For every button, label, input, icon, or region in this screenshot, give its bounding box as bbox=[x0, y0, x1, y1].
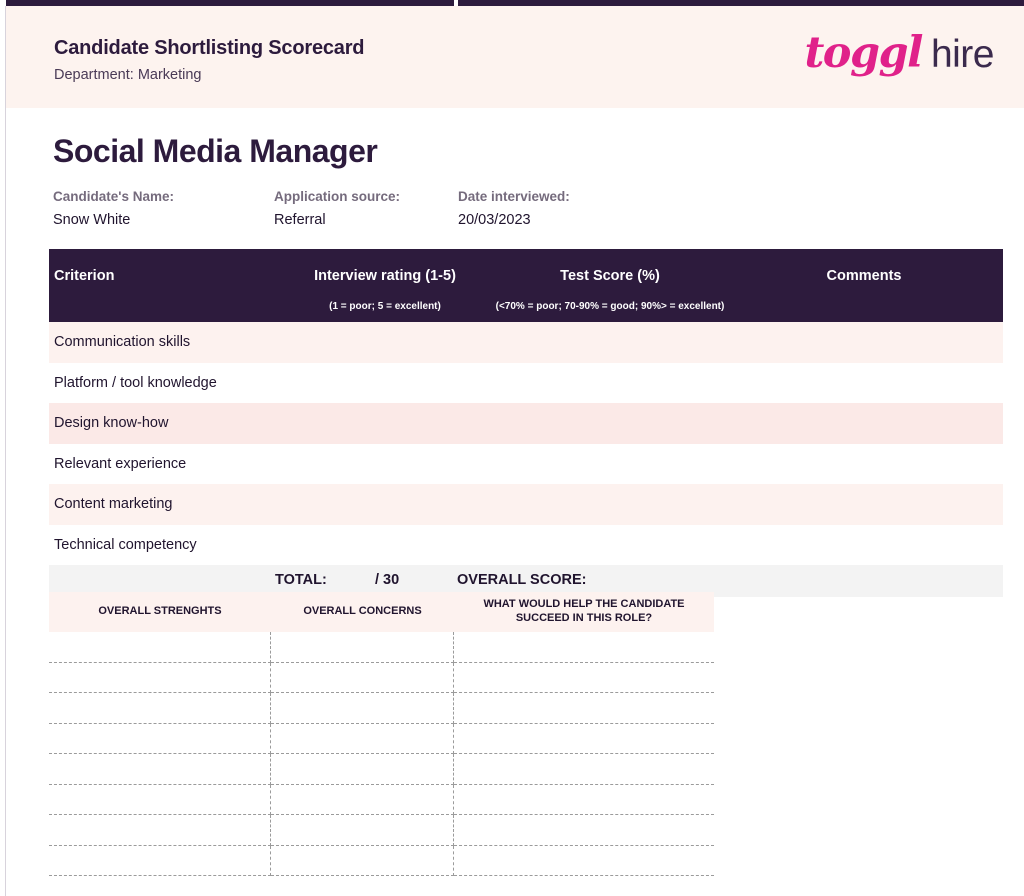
column-header-criterion: Criterion bbox=[54, 268, 115, 284]
meta-date-interviewed bbox=[458, 189, 570, 228]
meta-value: 20/03/2023 bbox=[458, 212, 531, 228]
notes-cell[interactable] bbox=[454, 815, 714, 846]
column-header-test-score-note: (<70% = poor; 70-90% = good; 90%> = excellent) bbox=[495, 301, 725, 312]
scorecard-table-header bbox=[49, 249, 1003, 322]
notes-table-header bbox=[49, 592, 714, 632]
table-row[interactable]: Platform / tool knowledge bbox=[49, 363, 1003, 404]
total-max: / 30 bbox=[375, 572, 400, 588]
notes-cell[interactable] bbox=[49, 785, 271, 816]
meta-application-source bbox=[274, 189, 400, 228]
meta-label: Date interviewed: bbox=[458, 189, 570, 204]
notes-cell[interactable] bbox=[49, 632, 271, 663]
notes-row bbox=[49, 846, 714, 877]
notes-cell[interactable] bbox=[454, 754, 714, 785]
document-header bbox=[6, 6, 1024, 108]
notes-cell[interactable] bbox=[271, 693, 454, 724]
page-left-rule bbox=[5, 6, 6, 896]
notes-cell[interactable] bbox=[454, 724, 714, 755]
notes-row bbox=[49, 663, 714, 694]
notes-cell[interactable] bbox=[49, 754, 271, 785]
notes-row bbox=[49, 724, 714, 755]
table-row[interactable]: Technical competency bbox=[49, 525, 1003, 566]
meta-candidate-name bbox=[53, 189, 174, 228]
notes-row bbox=[49, 693, 714, 724]
notes-cell[interactable] bbox=[454, 846, 714, 877]
notes-cell[interactable] bbox=[454, 632, 714, 663]
column-header-interview-rating-note: (1 = poor; 5 = excellent) bbox=[329, 301, 441, 312]
column-header-overall-strengths: OVERALL STRENGHTS bbox=[98, 605, 222, 618]
notes-cell[interactable] bbox=[49, 815, 271, 846]
logo-hire-text: hire bbox=[930, 33, 994, 76]
notes-cell[interactable] bbox=[49, 663, 271, 694]
notes-cell[interactable] bbox=[49, 693, 271, 724]
scorecard-table bbox=[49, 249, 1003, 597]
notes-cell[interactable] bbox=[49, 846, 271, 877]
meta-label: Application source: bbox=[274, 189, 401, 204]
notes-row bbox=[49, 815, 714, 846]
column-header-overall-concerns: OVERALL CONCERNS bbox=[303, 605, 422, 618]
meta-label: Candidate's Name: bbox=[53, 189, 174, 204]
table-row[interactable]: Content marketing bbox=[49, 484, 1003, 525]
meta-value: Referral bbox=[274, 212, 326, 228]
total-label: TOTAL: bbox=[275, 572, 327, 588]
notes-cell[interactable] bbox=[454, 693, 714, 724]
notes-cell[interactable] bbox=[271, 846, 454, 877]
notes-cell[interactable] bbox=[271, 663, 454, 694]
notes-cell[interactable] bbox=[271, 815, 454, 846]
page-title: Candidate Shortlisting Scorecard bbox=[54, 37, 365, 59]
notes-cell[interactable] bbox=[271, 632, 454, 663]
job-title: Social Media Manager bbox=[53, 133, 378, 169]
notes-row bbox=[49, 632, 714, 663]
notes-cell[interactable] bbox=[454, 785, 714, 816]
notes-table-body bbox=[49, 632, 714, 876]
notes-cell[interactable] bbox=[271, 785, 454, 816]
overall-score-label: OVERALL SCORE: bbox=[457, 572, 587, 588]
table-row[interactable]: Communication skills bbox=[49, 322, 1003, 363]
column-header-interview-rating: Interview rating (1-5) bbox=[314, 268, 456, 284]
column-header-test-score: Test Score (%) bbox=[560, 268, 660, 284]
notes-cell[interactable] bbox=[271, 724, 454, 755]
notes-row bbox=[49, 785, 714, 816]
logo-toggl-text: toggl bbox=[804, 28, 922, 78]
toggl-hire-logo bbox=[804, 28, 994, 78]
column-header-succeed-in-role: WHAT WOULD HELP THE CANDIDATE SUCCEED IN THIS ROLE? bbox=[483, 598, 685, 624]
department-label: Department: Marketing bbox=[54, 67, 202, 83]
notes-row bbox=[49, 754, 714, 785]
column-header-comments: Comments bbox=[826, 268, 902, 284]
notes-cell[interactable] bbox=[49, 724, 271, 755]
table-row[interactable]: Relevant experience bbox=[49, 444, 1003, 485]
notes-cell[interactable] bbox=[454, 663, 714, 694]
table-row[interactable]: Design know-how bbox=[49, 403, 1003, 444]
meta-value: Snow White bbox=[53, 212, 131, 228]
notes-cell[interactable] bbox=[271, 754, 454, 785]
notes-table bbox=[49, 592, 714, 876]
